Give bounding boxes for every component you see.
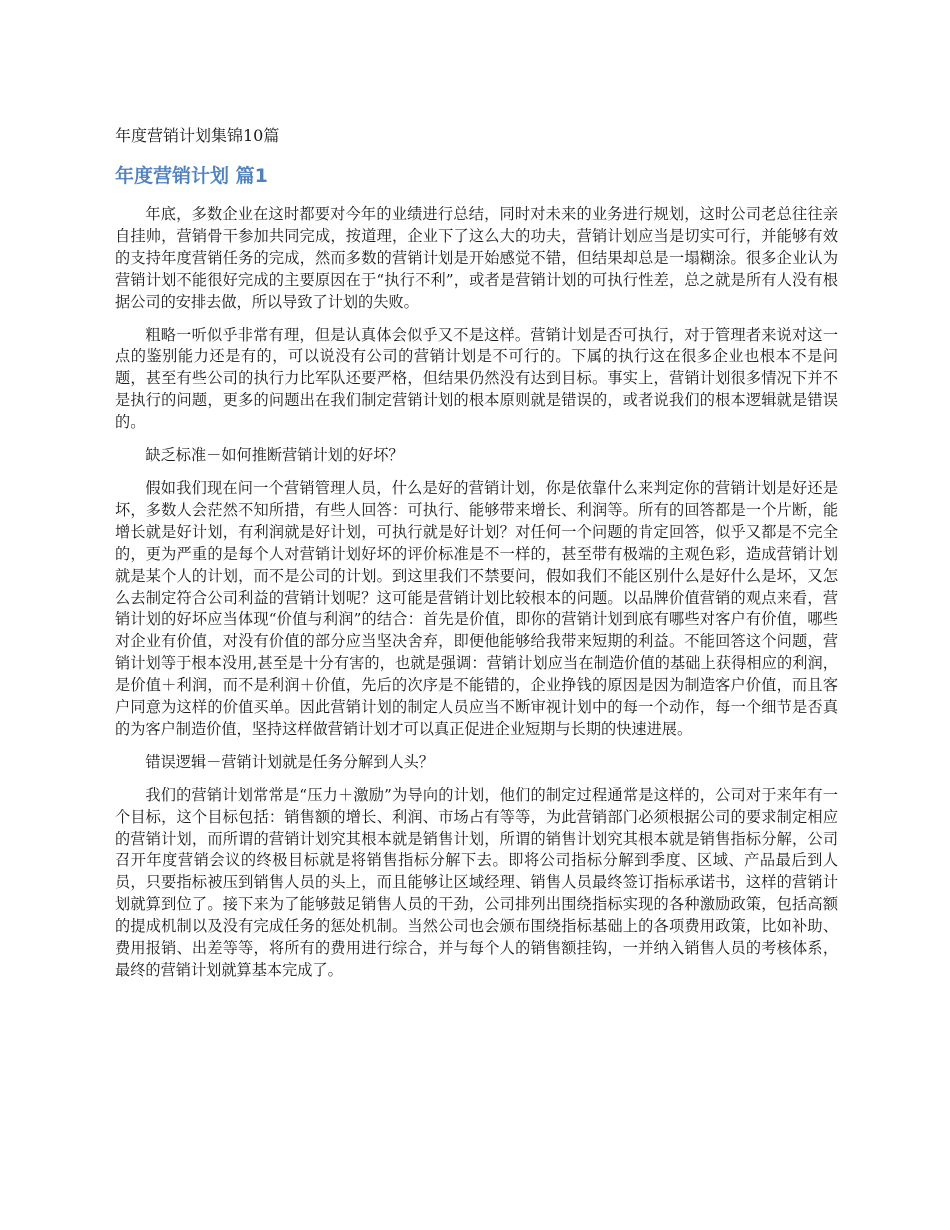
section-heading: 年度营销计划 篇1 bbox=[115, 165, 268, 187]
paragraph: 年底，多数企业在这时都要对今年的业绩进行总结，同时对未来的业务进行规划，这时公司老总往往亲自挂帅，营销骨干参加共同完成，按道理，企业下了这么大的功夫，营销计划应当是切实可行，并能够有效的支持年度营销任务的完成，然而多数的营销计划是开始感觉不错，但结果却总是一塌糊涂。很多企业认为营销计划不能很好完成的主要原因在于“执行不利”，或者是营销计划的可执行性差，总之就是所有人没有根据公司的安排去做，所以导致了计划的失败。 bbox=[115, 205, 838, 311]
document-page bbox=[115, 124, 838, 993]
paragraph: 粗略一听似乎非常有理，但是认真体会似乎又不是这样。营销计划是否可执行，对于管理者来说对这一点的鉴别能力还是有的，可以说没有公司的营销计划是不可行的。下属的执行这在很多企业也根本不是问题，甚至有些公司的执行力比军队还要严格，但结果仍然没有达到目标。事实上，营销计划很多情况下并不是执行的问题，更多的问题出在我们制定营销计划的根本原则就是错误的，或者说我们的根本逻辑就是错误的。 bbox=[115, 325, 838, 432]
paragraph: 假如我们现在问一个营销管理人员，什么是好的营销计划，你是依靠什么来判定你的营销计划是好还是坏，多数人会茫然不知所措，有些人回答：可执行、能够带来增长、利润等。所有的回答都是一个片断，能增长就是好计划，有利润就是好计划，可执行就是好计划？对任何一个问题的肯定回答，似乎又都是不完全的，更为严重的是每个人对营销计划好坏的评价标准是不一样的，甚至带有极端的主观色彩，造成营销计划就是某个人的计划，而不是公司的计划。到这里我们不禁要问，假如我们不能区别什么是好什么是坏，又怎么去制定符合公司利益的营销计划呢？这可能是营销计划比较根本的问题。以品牌价值营销的观点来看，营销计划的好坏应当体现“价值与利润”的结合：首先是价值，即你的营销计划到底有哪些对客户有价值，哪些对企业有价值，对没有价值的部分应当坚决舍弃，即便他能够给我带来短期的利益。不能回答这个问题，营销计划等于根本没用,甚至是十分有害的，也就是强调：营销计划应当在制造价值的基础上获得相应的利润，是价值＋利润，而不是利润＋价值，先后的次序是不能错的，企业挣钱的原因是因为制造客户价值，而且客户同意为这样的价值买单。因此营销计划的制定人员应当不断审视计划中的每一个动作，每一个细节是否真的为客户制造价值，坚持这样做营销计划才可以真正促进企业短期与长期的快速进展。 bbox=[115, 478, 838, 738]
subheading: 缺乏标准－如何推断营销计划的好坏？ bbox=[145, 446, 404, 465]
paragraph: 我们的营销计划常常是“压力＋激励”为导向的计划，他们的制定过程通常是这样的，公司对于来年有一个目标，这个目标包括：销售额的增长、利润、市场占有等等，为此营销部门必须根据公司的要求制定相应的营销计划，而所谓的营销计划究其根本就是销售计划，所谓的销售计划究其根本就是销售指标分解，公司召开年度营销会议的终极目标就是将销售指标分解下去。即将公司指标分解到季度、区域、产品最后到人员，只要指标被压到销售人员的头上，而且能够让区域经理、销售人员最终签订指标承诺书，这样的营销计划就算到位了。接下来为了能够鼓足销售人员的干劲，公司排列出围绕指标实现的各种激励政策，包括高额的提成机制以及没有完成任务的惩处机制。当然公司也会颁布围绕指标基础上的各项费用政策，比如补助、费用报销、出差等等，将所有的费用进行综合，并与每个人的销售额挂钩，一并纳入销售人员的考核体系，最终的营销计划就算基本完成了。 bbox=[115, 785, 838, 979]
subheading: 错误逻辑－营销计划就是任务分解到人头？ bbox=[145, 752, 434, 771]
document-title: 年度营销计划集锦10篇 bbox=[115, 126, 280, 145]
